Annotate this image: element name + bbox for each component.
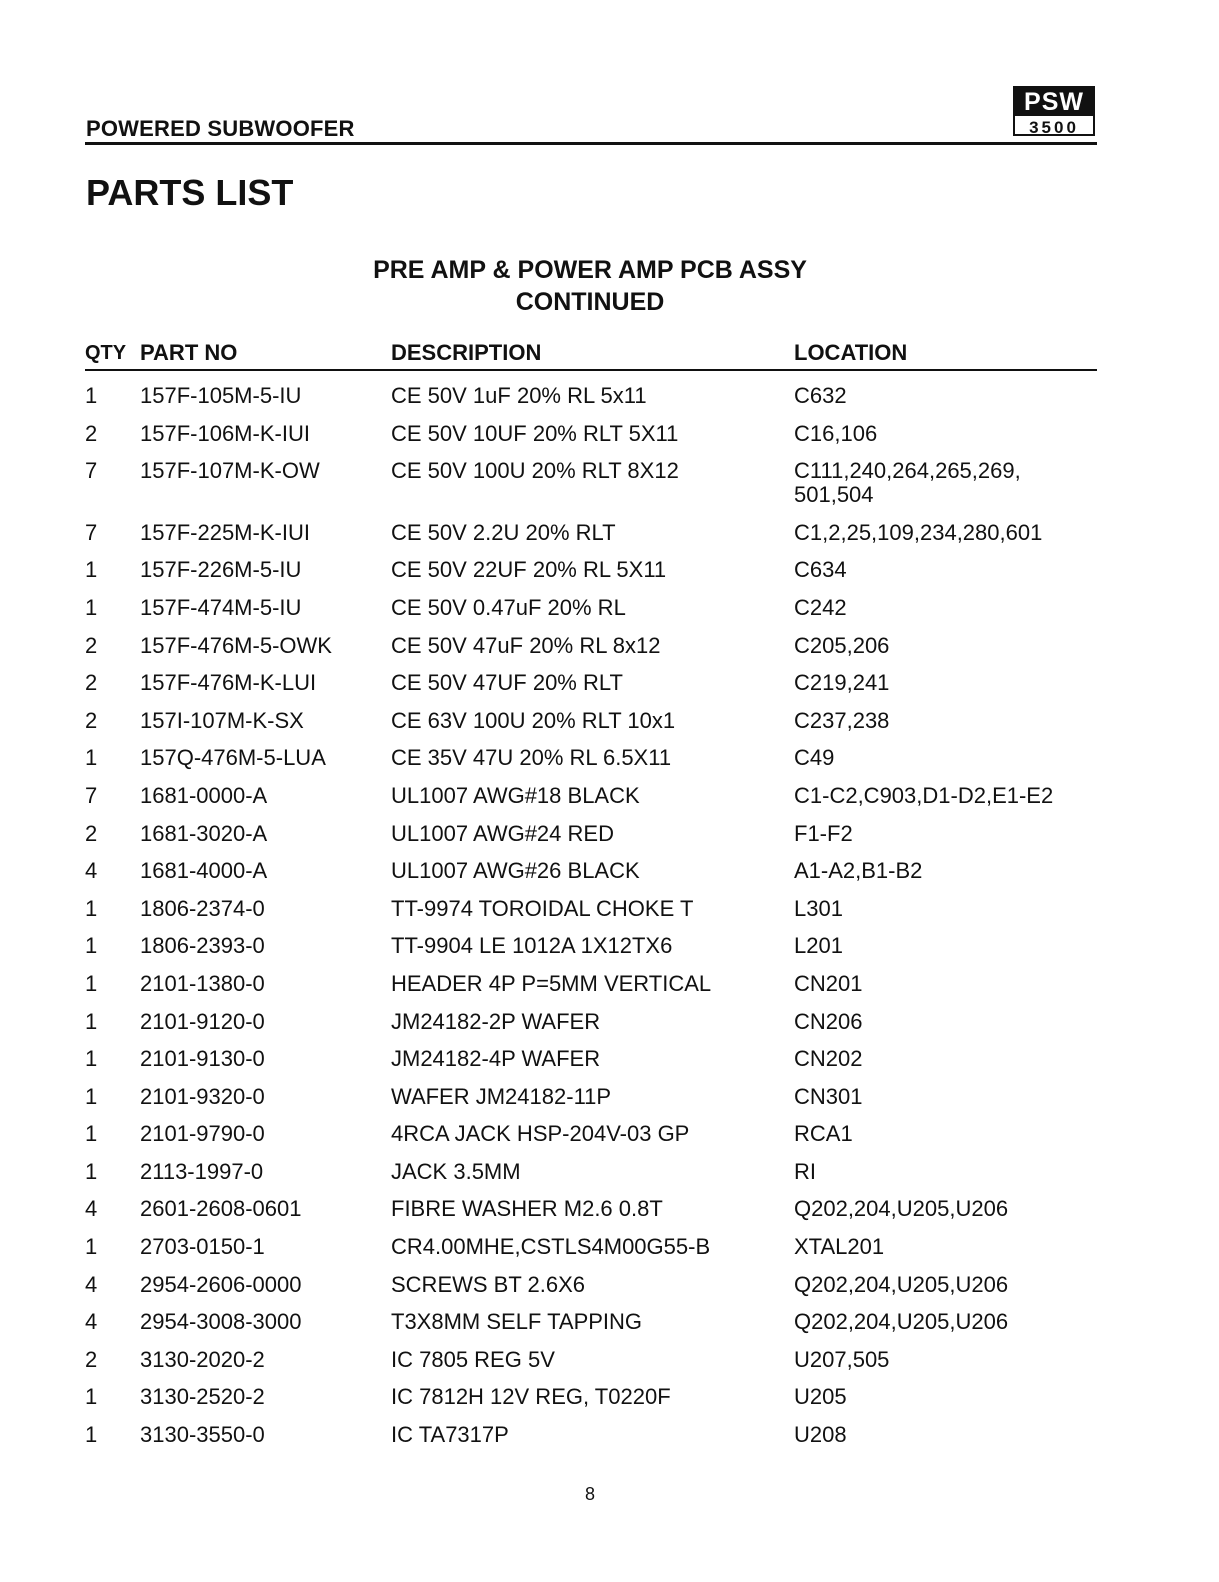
table-row — [85, 1120, 1097, 1158]
cell-location: L201 — [794, 933, 843, 959]
table-row — [85, 1421, 1097, 1459]
cell-part-no: 157I-107M-K-SX — [140, 707, 304, 733]
cell-location: Q202,204,U205,U206 — [794, 1309, 1009, 1335]
cell-qty: 1 — [85, 557, 98, 583]
cell-part-no: 1806-2374-0 — [140, 895, 265, 921]
cell-description: JM24182-2P WAFER — [391, 1008, 601, 1034]
table-row — [85, 1195, 1097, 1233]
cell-qty: 1 — [85, 383, 98, 408]
cell-location: A1-A2,B1-B2 — [794, 858, 923, 884]
cell-description: CE 50V 10UF 20% RLT 5X11 — [391, 420, 679, 446]
cell-location: U207,505 — [794, 1346, 890, 1372]
cell-qty: 1 — [85, 1008, 98, 1034]
cell-description: TT-9904 LE 1012A 1X12TX6 — [391, 933, 673, 959]
table-row — [85, 1233, 1097, 1271]
cell-part-no: 2703-0150-1 — [140, 1234, 265, 1260]
cell-location: C1,2,25,109,234,280,601 — [794, 519, 1043, 545]
cell-qty: 7 — [85, 458, 98, 484]
cell-description: CR4.00MHE,CSTLS4M00G55-B — [391, 1234, 711, 1260]
cell-location: U208 — [794, 1422, 847, 1448]
table-row — [85, 820, 1097, 858]
table-row — [85, 1045, 1097, 1083]
cell-location: C632 — [794, 383, 847, 408]
cell-part-no: 2101-1380-0 — [140, 970, 265, 996]
cell-description: CE 50V 100U 20% RLT 8X12 — [391, 458, 679, 484]
cell-part-no: 2101-9120-0 — [140, 1008, 265, 1034]
cell-location: U205 — [794, 1384, 847, 1410]
page-number: 8 — [584, 1484, 595, 1504]
cell-location: C634 — [794, 557, 847, 583]
table-row — [85, 1158, 1097, 1196]
parts-table — [85, 382, 1097, 1459]
cell-location: Q202,204,U205,U206 — [794, 1271, 1009, 1297]
cell-qty: 2 — [85, 420, 98, 446]
cell-location: C237,238 — [794, 707, 890, 733]
cell-qty: 1 — [85, 1121, 98, 1147]
cell-qty: 2 — [85, 1346, 98, 1372]
table-row — [85, 519, 1097, 557]
table-row — [85, 1346, 1097, 1384]
cell-location: C1-C2,C903,D1-D2,E1-E2 — [794, 782, 1054, 808]
psw3500-logo — [1013, 86, 1095, 136]
cell-location: CN301 — [794, 1083, 863, 1109]
cell-location: CN202 — [794, 1046, 863, 1072]
cell-part-no: 2101-9790-0 — [140, 1121, 265, 1147]
cell-part-no: 157F-107M-K-OW — [140, 458, 320, 484]
cell-location: RCA1 — [794, 1121, 853, 1147]
table-row — [85, 556, 1097, 594]
cell-description: FIBRE WASHER M2.6 0.8T — [391, 1196, 663, 1222]
cell-part-no: 1681-3020-A — [140, 820, 268, 846]
table-row — [85, 707, 1097, 745]
cell-description: UL1007 AWG#24 RED — [391, 820, 614, 846]
cell-description: HEADER 4P P=5MM VERTICAL — [391, 970, 712, 996]
cell-description: CE 63V 100U 20% RLT 10x1 — [391, 707, 676, 733]
cell-location-continued: 501,504 — [794, 482, 874, 508]
table-row — [85, 669, 1097, 707]
column-header-location: LOCATION — [794, 340, 908, 365]
column-header-part-no: PART NO — [140, 340, 238, 365]
table-row — [85, 970, 1097, 1008]
cell-part-no: 1806-2393-0 — [140, 933, 265, 959]
cell-part-no: 157F-476M-K-LUI — [140, 670, 317, 696]
cell-qty: 1 — [85, 895, 98, 921]
section-title: PRE AMP & POWER AMP PCB ASSY — [373, 256, 807, 284]
cell-description: 4RCA JACK HSP-204V-03 GP — [391, 1121, 690, 1147]
cell-description: CE 50V 22UF 20% RL 5X11 — [391, 557, 667, 583]
cell-location: F1-F2 — [794, 820, 853, 846]
cell-description: CE 50V 47UF 20% RLT — [391, 670, 623, 696]
table-row — [85, 1308, 1097, 1346]
cell-location: C16,106 — [794, 420, 878, 446]
cell-location: CN201 — [794, 970, 863, 996]
table-row — [85, 382, 1097, 420]
cell-part-no: 3130-2020-2 — [140, 1346, 265, 1372]
table-header-rule — [85, 369, 1097, 371]
section-subtitle: CONTINUED — [515, 288, 665, 316]
cell-description: IC 7805 REG 5V — [391, 1346, 555, 1372]
column-header-description: DESCRIPTION — [391, 340, 542, 365]
column-header-qty: QTY — [85, 342, 127, 364]
cell-description: CE 50V 0.47uF 20% RL — [391, 594, 626, 620]
table-row — [85, 895, 1097, 933]
cell-location: C205,206 — [794, 632, 890, 658]
page-title: PARTS LIST — [86, 172, 294, 213]
cell-qty: 1 — [85, 594, 98, 620]
cell-part-no: 2954-2606-0000 — [140, 1271, 302, 1297]
cell-part-no: 157F-106M-K-IUI — [140, 420, 310, 446]
cell-description: WAFER JM24182-11P — [391, 1083, 612, 1109]
cell-qty: 4 — [85, 1196, 98, 1222]
cell-description: CE 35V 47U 20% RL 6.5X11 — [391, 745, 672, 771]
cell-part-no: 1681-4000-A — [140, 858, 268, 884]
cell-description: TT-9974 TOROIDAL CHOKE T — [391, 895, 694, 921]
cell-qty: 4 — [85, 858, 98, 884]
cell-location: L301 — [794, 895, 843, 921]
cell-description: CE 50V 1uF 20% RL 5x11 — [391, 383, 647, 408]
cell-qty: 1 — [85, 970, 98, 996]
cell-part-no: 157F-105M-5-IU — [140, 383, 302, 408]
cell-description: CE 50V 47uF 20% RL 8x12 — [391, 632, 661, 658]
cell-qty: 2 — [85, 707, 98, 733]
logo-model-number: 3500 — [1015, 116, 1093, 136]
cell-qty: 1 — [85, 1158, 98, 1184]
cell-location: C242 — [794, 594, 847, 620]
cell-description: IC TA7317P — [391, 1422, 509, 1448]
cell-part-no: 2954-3008-3000 — [140, 1309, 302, 1335]
cell-part-no: 3130-3550-0 — [140, 1422, 265, 1448]
table-row — [85, 1383, 1097, 1421]
cell-description: UL1007 AWG#18 BLACK — [391, 782, 640, 808]
cell-description: IC 7812H 12V REG, T0220F — [391, 1384, 671, 1410]
cell-part-no: 157F-476M-5-OWK — [140, 632, 332, 658]
cell-location: C49 — [794, 745, 835, 771]
table-row — [85, 744, 1097, 782]
cell-part-no: 3130-2520-2 — [140, 1384, 265, 1410]
cell-part-no: 1681-0000-A — [140, 782, 268, 808]
cell-qty: 1 — [85, 1384, 98, 1410]
cell-part-no: 2601-2608-0601 — [140, 1196, 302, 1222]
cell-location: RI — [794, 1158, 816, 1184]
cell-description: T3X8MM SELF TAPPING — [391, 1309, 643, 1335]
cell-qty: 1 — [85, 1234, 98, 1260]
cell-part-no: 157F-226M-5-IU — [140, 557, 302, 583]
cell-location: C111,240,264,265,269, — [794, 458, 1021, 484]
table-row — [85, 594, 1097, 632]
cell-part-no: 2101-9320-0 — [140, 1083, 265, 1109]
cell-part-no: 157Q-476M-5-LUA — [140, 745, 326, 771]
table-row — [85, 932, 1097, 970]
table-row — [85, 1271, 1097, 1309]
cell-part-no: 157F-474M-5-IU — [140, 594, 302, 620]
cell-part-no: 2101-9130-0 — [140, 1046, 265, 1072]
cell-location: Q202,204,U205,U206 — [794, 1196, 1009, 1222]
header-divider — [85, 142, 1097, 145]
cell-qty: 1 — [85, 1046, 98, 1072]
table-row — [85, 420, 1097, 458]
table-row — [85, 1083, 1097, 1121]
cell-description: JM24182-4P WAFER — [391, 1046, 601, 1072]
cell-description: CE 50V 2.2U 20% RLT — [391, 519, 616, 545]
table-row — [85, 457, 1097, 519]
cell-qty: 2 — [85, 820, 98, 846]
cell-description: SCREWS BT 2.6X6 — [391, 1271, 585, 1297]
cell-location: CN206 — [794, 1008, 863, 1034]
cell-qty: 1 — [85, 933, 98, 959]
table-row — [85, 857, 1097, 895]
cell-qty: 2 — [85, 632, 98, 658]
cell-location: XTAL201 — [794, 1234, 885, 1260]
cell-location: C219,241 — [794, 670, 890, 696]
cell-description: UL1007 AWG#26 BLACK — [391, 858, 640, 884]
cell-description: JACK 3.5MM — [391, 1158, 521, 1184]
table-header — [85, 340, 1097, 370]
cell-qty: 4 — [85, 1309, 98, 1335]
cell-part-no: 2113-1997-0 — [140, 1158, 264, 1184]
table-row — [85, 632, 1097, 670]
cell-qty: 7 — [85, 782, 98, 808]
cell-qty: 2 — [85, 670, 98, 696]
cell-qty: 1 — [85, 1083, 98, 1109]
table-row — [85, 1008, 1097, 1046]
cell-qty: 7 — [85, 519, 98, 545]
document-header: POWERED SUBWOOFER — [86, 116, 355, 141]
cell-qty: 1 — [85, 1422, 98, 1448]
cell-qty: 1 — [85, 745, 98, 771]
table-row — [85, 782, 1097, 820]
logo-model-name: PSW — [1015, 88, 1093, 116]
cell-part-no: 157F-225M-K-IUI — [140, 519, 310, 545]
cell-qty: 4 — [85, 1271, 98, 1297]
